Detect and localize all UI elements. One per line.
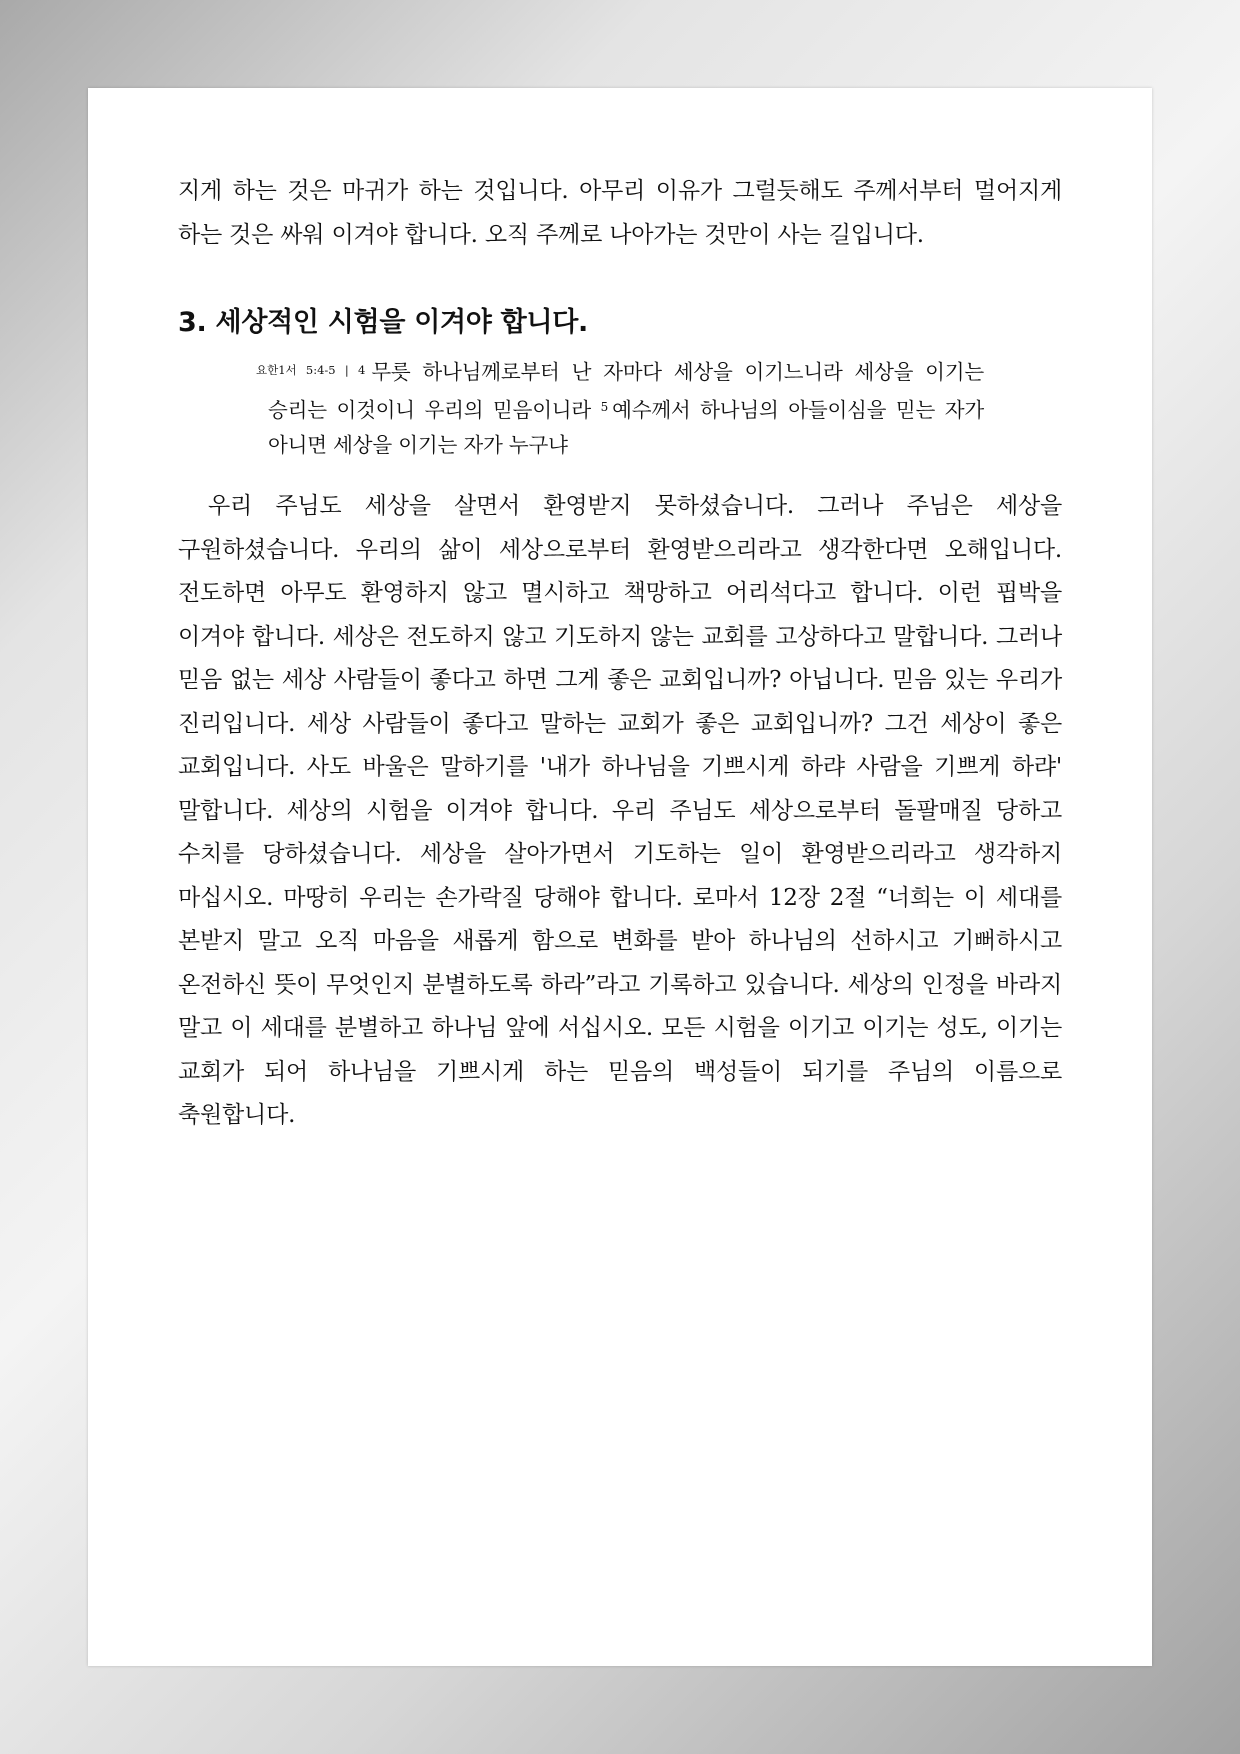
scripture-verse-5-number: 5	[600, 400, 609, 414]
scripture-verse-4: 무릇 하나님께로부터 난 자마다 세상을 이기느니라 세상을 이기는 승리는 이것이니 우리의 믿음이니라	[268, 360, 984, 422]
page-content	[178, 170, 1062, 1138]
scripture-verse-5: 예수께서 하나님의 아들이심을 믿는 자가 아니면 세상을 이기는 자가 누구냐	[268, 398, 984, 457]
section-heading: 3. 세상적인 시험을 이겨야 합니다.	[178, 307, 588, 338]
body-paragraph: 우리 주님도 세상을 살면서 환영받지 못하셨습니다. 그러나 주님은 세상을 구원하셨습니다. 우리의 삶이 세상으로부터 환영받으리라고 생각한다면 오해입니다. 전도하면 아무도 환영하지 않고 멸시하고 책망하고 어리석다고 합니다. 이런 핍박을 이겨야 합니다. 세상은 전도하지 않고 기도하지 않는 교회를 고상하다고 말합니다. 그러나 믿음 없는 세상 사람들이 좋다고 하면 그게 좋은 교회입니까? 아닙니다. 믿음 있는 우리가 진리입니다. 세상 사람들이 좋다고 말하는 교회가 좋은 교회입니까? 그건 세상이 좋은 교회입니다. 사도 바울은 말하기를 '내가 하나님을 기쁘시게 하랴 사람을 기쁘게 하랴' 말합니다. 세상의 시험을 이겨야 합니다. 우리 주님도 세상으로부터 돌팔매질 당하고 수치를 당하셨습니다. 세상을 살아가면서 기도하는 일이 환영받으리라고 생각하지 마십시오. 마땅히 우리는 손가락질 당해야 합니다. 로마서 12장 2절 “너희는 이 세대를 본받지 말고 오직 마음을 새롭게 함으로 변화를 받아 하나님의 선하시고 기뻐하시고 온전하신 뜻이 무엇인지 분별하도록 하라”라고 기록하고 있습니다. 세상의 인정을 바라지 말고 이 세대를 분별하고 하나님 앞에 서십시오. 모든 시험을 이기고 이기는 성도, 이기는 교회가 되어 하나님을 기쁘시게 하는 믿음의 백성들이 되기를 주님의 이름으로 축원합니다.	[178, 493, 1062, 1128]
intro-paragraph: 지게 하는 것은 마귀가 하는 것입니다. 아무리 이유가 그럴듯해도 주께서부터 멀어지게 하는 것은 싸워 이겨야 합니다. 오직 주께로 나아가는 것만이 사는 길입니다.	[178, 178, 1062, 248]
scripture-reference: 요한1서 5:4-5 | 4	[256, 363, 366, 377]
scripture-quote	[256, 353, 984, 463]
document-page	[88, 88, 1152, 1666]
